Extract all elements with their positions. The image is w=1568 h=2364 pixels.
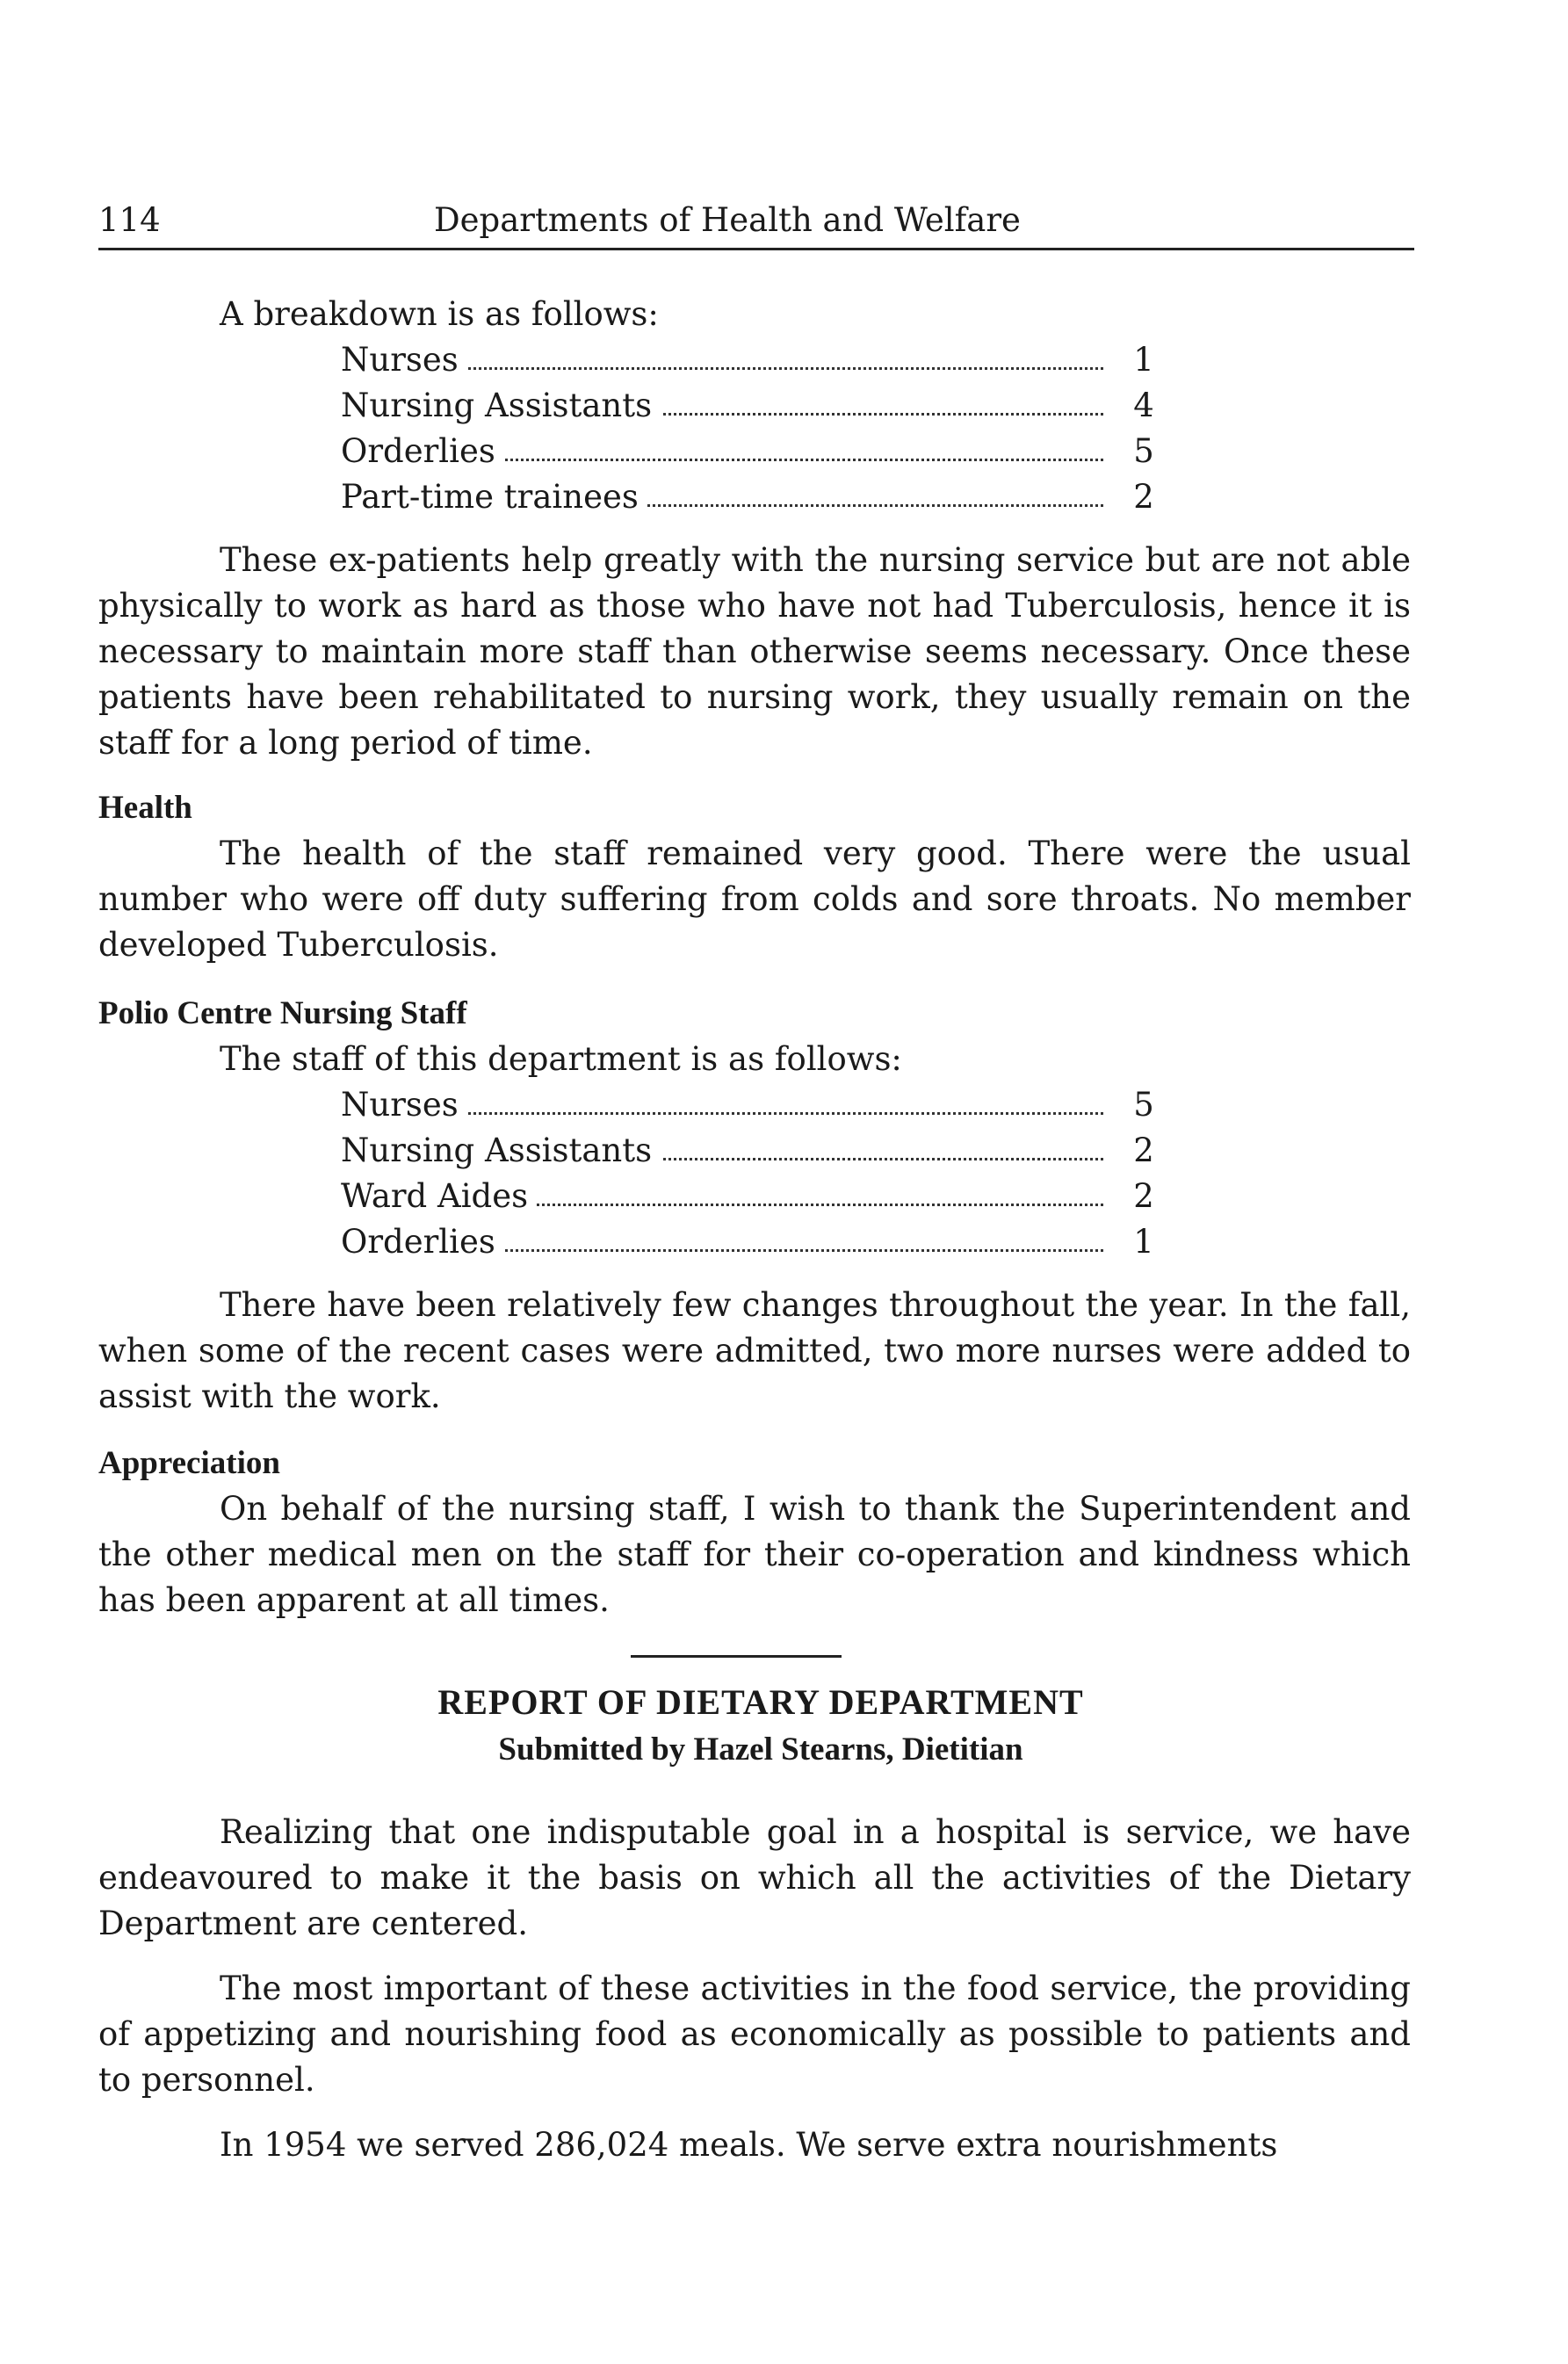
report-subtitle: Submitted by Hazel Stearns, Dietitian [498,1731,1023,1768]
breakdown-paragraph: These ex-patients help greatly with the nursing service but are not able physically to work as hard as those who have not had Tuberculosis, hence it is necessary to maintain more staff than otherwise seems necessary. Once these patients have been rehabilitated to nursing work, they usually remain on the staff for a long period of time. [98,541,1411,762]
item-count: 4 [1133,387,1154,424]
list-item [341,383,1167,429]
item-count: 2 [1133,1177,1154,1215]
dietary-paragraph-2: The most important of these activities in the food service, the providing of appetizing and nourishing food as economically as possible to patients and to personnel. [98,1970,1411,2099]
list-item [341,1219,1167,1265]
breakdown-intro: A breakdown is as follows: [220,295,659,333]
section-divider [631,1655,842,1658]
list-item [341,429,1167,474]
item-label: Orderlies [341,429,504,474]
item-label: Part-time trainees [341,474,647,520]
running-header [98,193,1414,250]
item-count: 2 [1133,478,1154,516]
list-item [341,1174,1167,1219]
list-item [341,337,1167,383]
item-count: 5 [1133,432,1154,470]
section-heading-health: Health [98,790,192,826]
polio-staff-list [341,1082,1167,1265]
list-item [341,1128,1167,1174]
polio-paragraph: There have been relatively few changes throughout the year. In the fall, when some of the recent cases were admitted, two more nurses were added to assist with the work. [98,1286,1411,1415]
breakdown-list [341,337,1167,520]
item-label: Nurses [341,337,467,383]
polio-intro: The staff of this department is as follows: [220,1040,902,1078]
item-count: 2 [1133,1131,1154,1169]
item-label: Nursing Assistants [341,1128,661,1174]
dietary-paragraph-1: Realizing that one indisputable goal in a hospital is service, we have endeavoured to make it the basis on which all the activities of the Dietary Department are centered. [98,1813,1411,1942]
dietary-paragraph-3: In 1954 we served 286,024 meals. We serve extra nourishments [220,2126,1278,2164]
item-count: 1 [1133,1223,1154,1261]
appreciation-paragraph: On behalf of the nursing staff, I wish to thank the Superintendent and the other medical men on the staff for their co-operation and kindness which has been apparent at all times. [98,1490,1411,1619]
item-count: 5 [1133,1086,1154,1124]
item-count: 1 [1133,341,1154,379]
section-heading-polio: Polio Centre Nursing Staff [98,995,467,1031]
list-item [341,474,1167,520]
health-paragraph: The health of the staff remained very good. There were the usual number who were off duty suffering from colds and sore throats. No member developed Tuberculosis. [98,835,1411,964]
item-label: Orderlies [341,1219,504,1265]
section-heading-appreciation: Appreciation [98,1445,280,1481]
item-label: Nurses [341,1082,467,1128]
page-number: 114 [98,201,161,239]
report-title: REPORT OF DIETARY DEPARTMENT [437,1682,1084,1722]
running-title: Departments of Health and Welfare [434,201,1021,239]
item-label: Nursing Assistants [341,383,661,429]
list-item [341,1082,1167,1128]
item-label: Ward Aides [341,1174,537,1219]
